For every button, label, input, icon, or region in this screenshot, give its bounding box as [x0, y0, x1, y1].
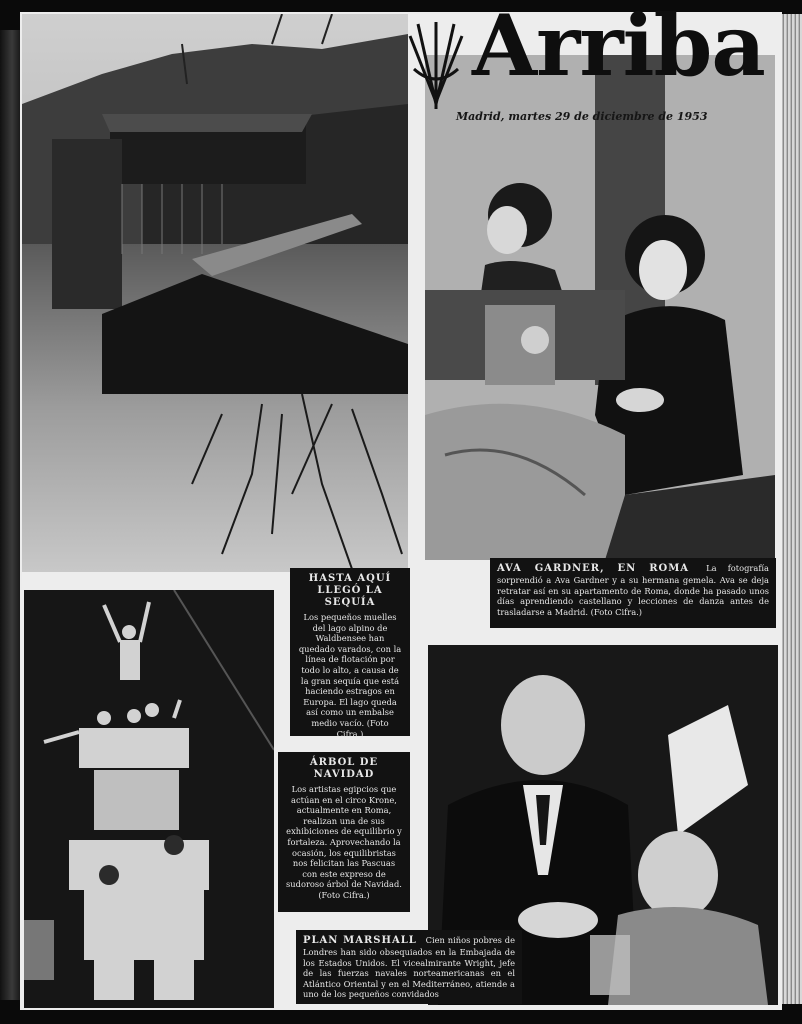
book-binding	[0, 30, 20, 1000]
caption-marshall-title: PLAN MARSHALL	[303, 935, 417, 946]
masthead-emblem	[406, 14, 466, 114]
ava-illustration	[425, 55, 775, 560]
caption-marshall	[296, 930, 522, 1004]
caption-sequia-body: Los pequeños muelles del lago alpino de Waldbensee han quedado varados, con la línea de flotación por todo lo alto, a causa de la gran sequía que está haciendo estragos en Europa. El lago queda así como un embalse medio vacío. (Foto Cifra.)	[298, 612, 402, 739]
photo-drought-lake	[22, 14, 408, 572]
acrobats-illustration	[24, 590, 274, 1008]
photo-acrobats	[24, 590, 274, 1008]
caption-ava-title: AVA GARDNER, EN ROMA	[497, 563, 690, 574]
yoke-arrows-icon	[406, 14, 466, 114]
caption-arbol-body: Los artistas egipcios que actúan en el circo Krone, actualmente en Roma, realizan una de sus exhibiciones de equilibrio y fortaleza. Aprovechando la ocasión, los equilibristas nos felicitan las Pascuas con este expreso de sudoroso árbol de Navidad. (Foto Cifra.)	[286, 784, 402, 900]
caption-ava-body: La fotografía sorprendió a Ava Gardner y a su hermana gemela. Ava se deja retratar así en su apartamento de Roma, donde ha pasado unos días aprendiendo castellano y lecciones de danza antes de trasladarse a Madrid. (Foto Cifra.)	[497, 563, 769, 617]
caption-marshall-body: Cien niños pobres de Londres han sido obsequiados en la Embajada de los Estados Unidos. El vicealmirante Wright, jefe de las fuerzas navales norteamericanas en el Atlántico Oriental y en el Mediterráneo, atiende a uno de los pequeños convidados	[303, 935, 516, 1000]
caption-sequia	[290, 568, 410, 739]
photo-ava-gardner	[425, 55, 775, 560]
caption-sequia-title: HASTA AQUÍ LLEGÓ LA SEQUÍA	[308, 573, 392, 608]
masthead-title: Arriba	[472, 0, 765, 95]
caption-arbol-title: ÁRBOL DE NAVIDAD	[309, 757, 379, 780]
caption-ava	[490, 558, 776, 628]
caption-arbol	[278, 752, 410, 912]
lake-illustration	[22, 14, 408, 572]
dateline: Madrid, martes 29 de diciembre de 1953	[456, 110, 708, 123]
